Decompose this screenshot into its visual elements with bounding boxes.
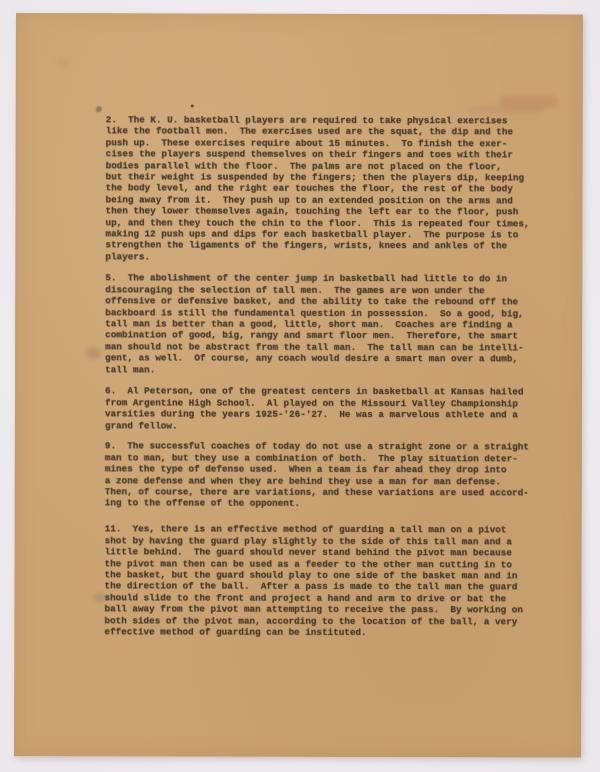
paragraph-11: 11. Yes, there is an effective method of guarding a tall man on a pivot shot by having the guard play slightly to the side of this tall man and a little behind. The guard should never stand behind the pivot man because the pivot man then can be used as a feeder to the other man cutting in to the basket, but the guard should play to one side of the basket man and in the direction of the ball. After a pass is made to the tall man the guard should slide to the front and project a hand and arm to drive or bat the ball away from the pivot man attempting to receive the pass. By working on both sides of the pivot man, according to the location of the ball, a very effective method of guarding can be instituted. [104, 523, 523, 638]
document-text [104, 114, 557, 639]
ink-speck [191, 104, 194, 107]
paragraph-5: 5. The abolishment of the center jump in basketball had little to do in discouraging the selection of tall men. The games are won under the offensive or defensive basket, and the ability to take the rebound off the backboard is still the fundamental question in possession. So a good, big, tall man is better than a good, little, short man. Coaches are finding a combination of good, big, rangy and smart floor men. Therefore, the smart man should not be abstract from the tall man. The tall man can be intelli- gent, as well. Of course, any coach would desire a smart man over a dumb, tall man. [105, 272, 524, 375]
pencil-smudge [85, 347, 101, 359]
ink-offset-smudge [468, 106, 544, 114]
paragraph-6: 6. Al Peterson, one of the greatest centers in basketball at Kansas hailed from Argentine High School. Al played on the Missouri Valley Championship varsities during the years 1925-'26-'27. He was a marvelous athlete and a grand fellow. [104, 385, 524, 431]
typewritten-page [14, 13, 583, 757]
ink-blot [96, 106, 102, 112]
paragraph-2: 2. The K. U. basketball players are required to take physical exercises like the football men. The exercises used are the squat, the dip and the push up. These exercises require about 15 minutes. To finish the exer- cises the players suspend themselves on their fingers and toes with their bodies parallel with the floor. The palms are not placed on the floor, but their weight is suspended by the fingers; then the players dip, keeping the body level, and the right ear touches the floor, the rest of the body being away from it. They push up to an extended position on the arms and then they lower themselves again, touching the left ear to the floor, push up, and then they touch the chin to the floor. This is repeated four times, making 12 push ups and dips for each basketball player. The purpose is to strengthen the ligaments of the fingers, wrists, knees and ankles of the players. [105, 114, 530, 263]
faint-smudge [56, 57, 70, 67]
paragraph-9: 9. The successful coaches of today do not use a straight zone or a straight man to man, but they use a combination of both. The play situation deter- mines the type of defense used. When a team is far ahead they drop into a zone defense and when they are behind they use a man for man defense. Then, of course, there are variations, and these variations are used accord- ing to the offense of the opponent. [104, 440, 529, 510]
